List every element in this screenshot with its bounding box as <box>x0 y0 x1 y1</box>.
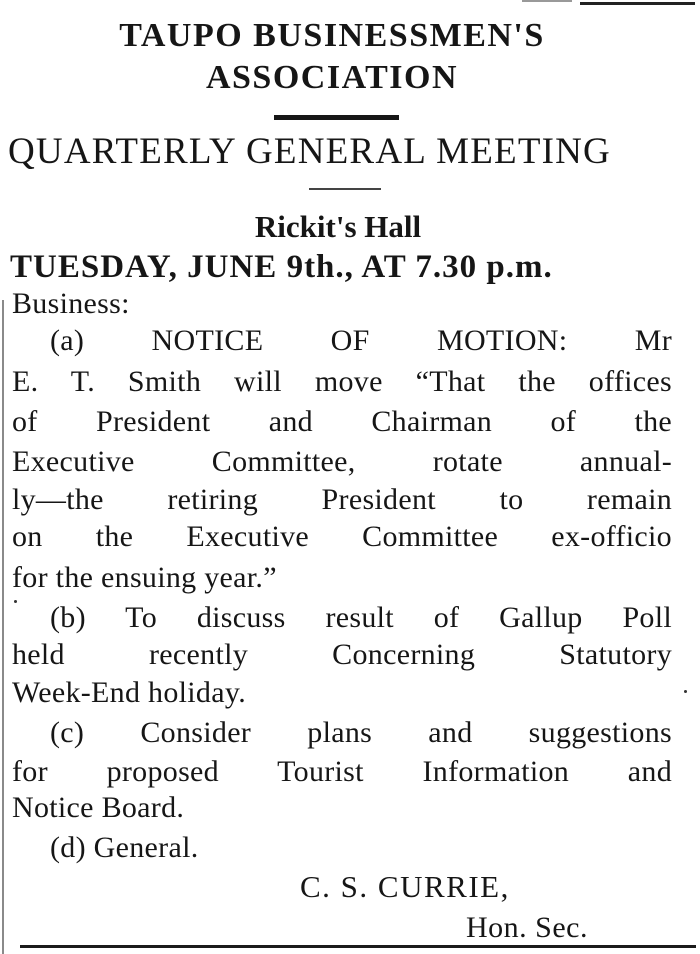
item-b-line: Week-End holiday. <box>12 676 246 709</box>
item-a-line: of President and Chairman of the <box>12 405 672 438</box>
meeting-divider <box>309 188 381 190</box>
item-b-line: held recently Concerning Statutory <box>12 638 672 671</box>
item-c-line: (c) Consider plans and suggestions <box>50 716 672 749</box>
item-c-line: for proposed Tourist Information and <box>12 755 672 788</box>
meeting-venue: Rickit's Hall <box>254 209 422 244</box>
print-speck <box>14 600 17 603</box>
signatory-title: Hon. Sec. <box>466 911 588 944</box>
item-a-line: on the Executive Committee ex-officio <box>12 520 672 553</box>
title-divider <box>274 115 399 120</box>
item-a-line: ly—the retiring President to remain <box>12 483 672 516</box>
signatory-name: C. S. CURRIE, <box>300 869 510 904</box>
clipping-edge-mark <box>2 300 4 954</box>
notice-title-line1: TAUPO BUSINESSMEN'S <box>119 17 545 54</box>
item-a-line: Executive Committee, rotate annual- <box>12 445 672 478</box>
print-speck <box>684 690 687 693</box>
item-a-line: E. T. Smith will move “That the offices <box>12 365 672 398</box>
item-a-line: (a) NOTICE OF MOTION: Mr <box>50 324 672 357</box>
business-heading: Business: <box>12 287 130 320</box>
clipping-edge-mark <box>580 2 695 5</box>
meeting-heading: QUARTERLY GENERAL MEETING <box>8 131 611 172</box>
clipping-edge-mark <box>522 0 572 2</box>
item-c-line: Notice Board. <box>12 791 185 824</box>
item-a-line: for the ensuing year.” <box>12 561 277 594</box>
item-d-line: (d) General. <box>50 831 199 864</box>
notice-title-line2: ASSOCIATION <box>205 59 459 96</box>
item-b-line: (b) To discuss result of Gallup Poll <box>50 601 672 634</box>
meeting-datetime: TUESDAY, JUNE 9th., AT 7.30 p.m. <box>10 249 553 285</box>
bottom-border-rule <box>20 945 696 948</box>
